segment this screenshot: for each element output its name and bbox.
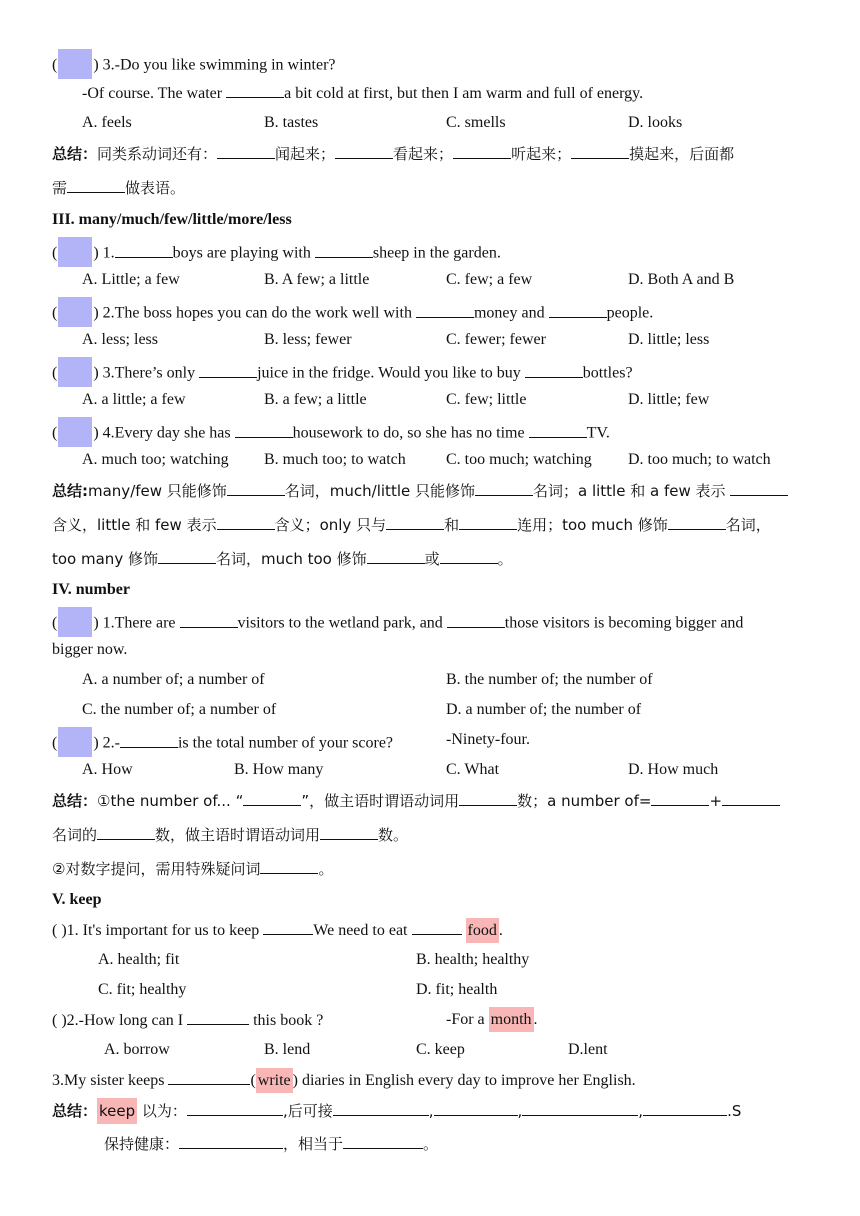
option-d[interactable]: D. Both A and B <box>628 271 735 288</box>
blank[interactable] <box>187 1009 249 1025</box>
summary-quantifiers-2: 含义，little 和 few 表示 含义；only 只与 和 连用；too much 修饰 名词， <box>52 516 771 534</box>
blank[interactable] <box>730 480 788 496</box>
option-b[interactable]: B. less; fewer <box>264 331 352 348</box>
answer-box[interactable] <box>58 49 92 79</box>
option-c[interactable]: C. too much; watching <box>446 451 592 468</box>
summary-quantifiers-3: too many 修饰 名词，much too 修饰 或 。 <box>52 550 513 568</box>
option-c[interactable]: C. few; a few <box>446 271 533 288</box>
highlight: food <box>466 918 499 943</box>
blank[interactable] <box>263 919 313 935</box>
blank[interactable] <box>447 612 505 628</box>
option-c[interactable]: C. fewer; fewer <box>446 331 546 348</box>
summary-quantifiers: 总结:many/few 只能修饰 名词，much/little 只能修饰 名词；a little 和 a few 表示 <box>52 480 788 502</box>
option-a[interactable]: A. Little; a few <box>82 271 180 288</box>
answer-box[interactable] <box>58 607 92 637</box>
blank[interactable] <box>386 514 444 530</box>
blank[interactable] <box>549 302 607 318</box>
blank[interactable] <box>459 514 517 530</box>
blank[interactable] <box>434 1100 518 1116</box>
question-1: ( )1. It's important for us to keep We need to eat food . <box>52 919 503 942</box>
option-a[interactable]: A. a little; a few <box>82 391 186 408</box>
option-b[interactable]: B. the number of; the number of <box>446 671 653 688</box>
answer-box[interactable] <box>58 727 92 757</box>
blank[interactable] <box>343 1133 423 1149</box>
summary-keep: 总结： keep 以为： ,后可接 , , , .S <box>52 1100 741 1122</box>
blank[interactable] <box>367 548 425 564</box>
blank[interactable] <box>440 548 498 564</box>
blank[interactable] <box>459 790 517 806</box>
section-title: V. keep <box>52 891 102 908</box>
blank[interactable] <box>217 514 275 530</box>
summary-keep-2: 保持健康： ，相当于 。 <box>104 1135 439 1153</box>
option-a[interactable]: A. borrow <box>104 1041 170 1058</box>
blank[interactable] <box>168 1069 250 1085</box>
blank[interactable] <box>529 422 587 438</box>
summary-number: 总结：①the number of... “ ”，做主语时谓语动词用 数；a number of= + <box>52 790 780 812</box>
section-title: III. many/much/few/little/more/less <box>52 211 292 228</box>
summary-linking-verbs: 总结：同类系动词还有： 闻起来； 看起来； 听起来； 摸起来，后面都 <box>52 145 735 163</box>
option-a[interactable]: A. feels <box>82 114 132 131</box>
option-a[interactable]: A. a number of; a number of <box>82 671 265 688</box>
option-c[interactable]: C. fit; healthy <box>98 981 187 998</box>
option-d[interactable]: D. looks <box>628 114 683 131</box>
option-d[interactable]: D. little; few <box>628 391 710 408</box>
highlight: write <box>256 1068 293 1093</box>
blank[interactable] <box>722 790 780 806</box>
question-2-answer: -For a month . <box>446 1009 538 1031</box>
blank[interactable] <box>227 480 285 496</box>
option-a[interactable]: A. much too; watching <box>82 451 229 468</box>
option-c[interactable]: C. What <box>446 761 500 778</box>
blank[interactable] <box>453 143 511 159</box>
option-c[interactable]: C. the number of; a number of <box>82 701 277 718</box>
option-a[interactable]: A. less; less <box>82 331 158 348</box>
question-2-answer: -Ninety-four. <box>446 731 530 748</box>
blank[interactable] <box>335 143 393 159</box>
option-d[interactable]: D. fit; health <box>416 981 498 998</box>
option-d[interactable]: D. a number of; the number of <box>446 701 642 718</box>
blank[interactable] <box>67 177 125 193</box>
blank[interactable] <box>158 548 216 564</box>
blank[interactable] <box>525 362 583 378</box>
question-4: ( ) 4.Every day she has housework to do, so she has no time TV. <box>52 419 610 449</box>
answer-box[interactable] <box>58 297 92 327</box>
option-d[interactable]: D.lent <box>568 1041 608 1058</box>
option-d[interactable]: D. How much <box>628 761 719 778</box>
summary-linking-verbs-cont: 需 做表语。 <box>52 179 186 197</box>
blank[interactable] <box>651 790 709 806</box>
blank[interactable] <box>97 824 155 840</box>
blank[interactable] <box>199 362 257 378</box>
option-b[interactable]: B. lend <box>264 1041 311 1058</box>
option-b[interactable]: B. A few; a little <box>264 271 370 288</box>
question-2: ( ) 2.- is the total number of your score? <box>52 729 393 759</box>
option-d[interactable]: D. little; less <box>628 331 710 348</box>
option-c[interactable]: C. few; little <box>446 391 527 408</box>
blank[interactable] <box>475 480 533 496</box>
answer-box[interactable] <box>58 417 92 447</box>
summary-number-3: ②对数字提问，需用特殊疑问词 。 <box>52 860 334 878</box>
blank[interactable] <box>115 242 173 258</box>
question-3-keep-verb: ( ) 3.-Do you like swimming in winter? <box>52 51 336 81</box>
blank[interactable] <box>243 790 301 806</box>
question-3: 3.My sister keeps ( write ) diaries in English every day to improve her English. <box>52 1069 636 1092</box>
question-2: ( )2.-How long can I this book ? <box>52 1009 323 1032</box>
option-b[interactable]: B. tastes <box>264 114 319 131</box>
question-1-cont: bigger now. <box>52 641 128 658</box>
blank[interactable] <box>179 1133 283 1149</box>
question-3: ( ) 3.There’s only juice in the fridge. Would you like to buy bottles? <box>52 359 633 389</box>
option-b[interactable]: B. a few; a little <box>264 391 367 408</box>
blank[interactable] <box>120 732 178 748</box>
section-title: IV. number <box>52 581 130 598</box>
blank[interactable] <box>226 82 284 98</box>
highlight: keep <box>97 1098 137 1124</box>
blank[interactable] <box>571 143 629 159</box>
question-1: ( ) 1.There are visitors to the wetland park, and those visitors is becoming bigger and <box>52 609 743 639</box>
option-d[interactable]: D. too much; to watch <box>628 451 771 468</box>
summary-number-2: 名词的 数，做主语时谓语动词用 数。 <box>52 826 409 844</box>
blank[interactable] <box>668 514 726 530</box>
blank[interactable] <box>412 919 462 935</box>
question-2: ( ) 2.The boss hopes you can do the work well with money and people. <box>52 299 653 329</box>
blank[interactable] <box>416 302 474 318</box>
option-b[interactable]: B. much too; to watch <box>264 451 406 468</box>
option-a[interactable]: A. health; fit <box>98 951 180 968</box>
option-a[interactable]: A. How <box>82 761 133 778</box>
blank[interactable] <box>217 143 275 159</box>
question-3-answer-line: -Of course. The water a bit cold at first, but then I am warm and full of energy. <box>82 82 643 105</box>
blank[interactable] <box>260 858 318 874</box>
answer-box[interactable] <box>58 237 92 267</box>
blank[interactable] <box>180 612 238 628</box>
answer-box[interactable] <box>58 357 92 387</box>
option-b[interactable]: B. health; healthy <box>416 951 530 968</box>
blank[interactable] <box>187 1100 283 1116</box>
blank[interactable] <box>320 824 378 840</box>
blank[interactable] <box>235 422 293 438</box>
blank[interactable] <box>643 1100 727 1116</box>
option-b[interactable]: B. How many <box>234 761 324 778</box>
option-c[interactable]: C. smells <box>446 114 506 131</box>
option-c[interactable]: C. keep <box>416 1041 465 1058</box>
blank[interactable] <box>522 1100 638 1116</box>
blank[interactable] <box>333 1100 429 1116</box>
highlight: month <box>489 1007 534 1032</box>
question-1: ( ) 1. boys are playing with sheep in the garden. <box>52 239 501 269</box>
blank[interactable] <box>315 242 373 258</box>
